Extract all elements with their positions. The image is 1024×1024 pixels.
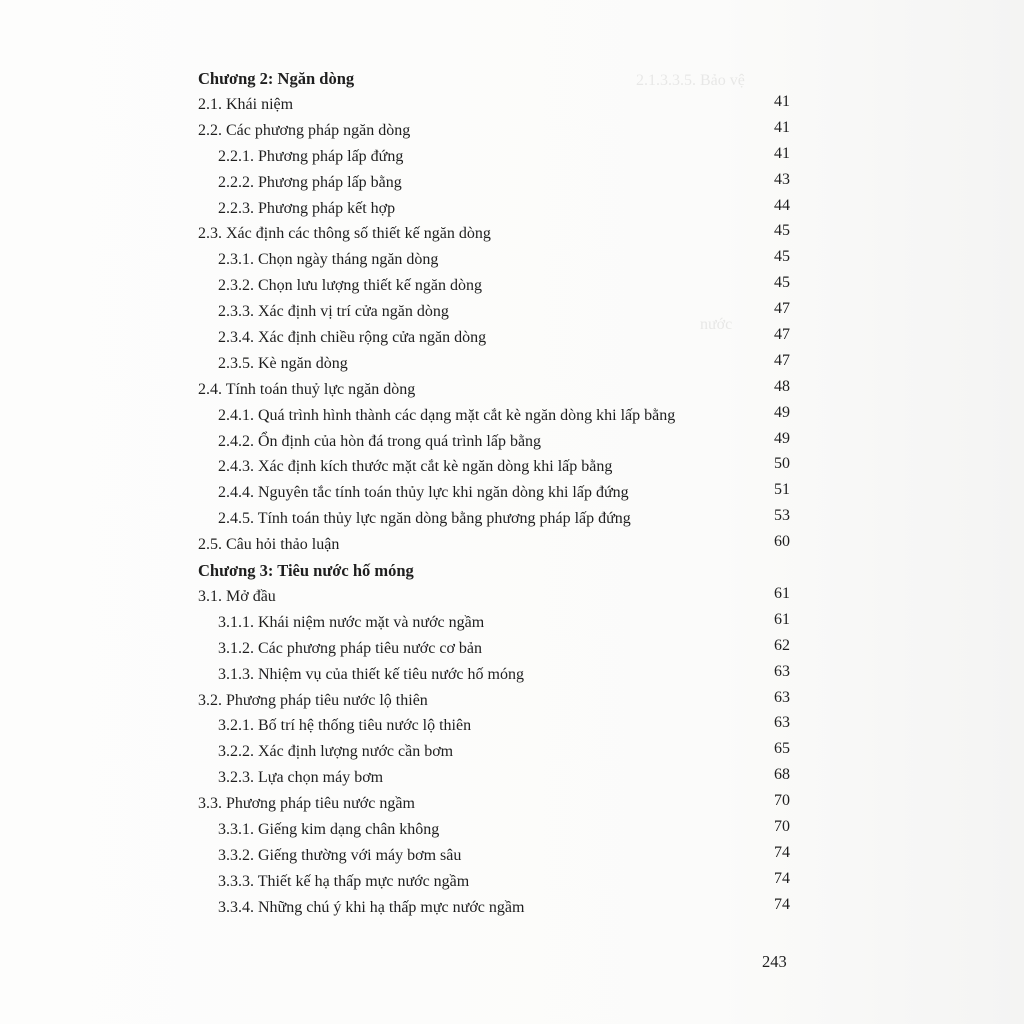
toc-subsection-entry <box>198 299 790 325</box>
entry-page-number: 61 <box>774 585 790 603</box>
entry-page-number: 49 <box>774 429 790 447</box>
entry-page-number: 45 <box>774 248 790 266</box>
entry-title: 2.3. Xác định các thông số thiết kế ngăn dòng <box>198 225 491 243</box>
toc-subsection-entry <box>198 739 790 765</box>
toc-subsection-entry <box>198 843 790 869</box>
toc-subsection-entry <box>198 662 790 688</box>
entry-page-number: 41 <box>774 93 790 110</box>
entry-title: 3.3.4. Những chú ý khi hạ thấp mực nước ngầm <box>218 898 525 916</box>
toc-section-entry <box>198 221 790 247</box>
entry-page-number: 47 <box>774 351 790 369</box>
entry-title: 2.4.4. Nguyên tắc tính toán thủy lực khi ngăn dòng khi lấp đứng <box>218 484 629 502</box>
toc-section-entry <box>198 584 790 610</box>
toc-subsection-entry <box>198 765 790 791</box>
toc-subsection-entry <box>198 869 790 895</box>
toc-section-entry <box>198 532 790 558</box>
entry-title: 3.3.3. Thiết kế hạ thấp mực nước ngầm <box>218 872 470 890</box>
entry-page-number: 63 <box>774 714 790 732</box>
toc-subsection-entry <box>198 480 790 506</box>
entry-title: 2.3.1. Chọn ngày tháng ngăn dòng <box>218 251 439 269</box>
toc-subsection-entry <box>198 506 790 532</box>
toc-subsection-entry <box>198 817 790 843</box>
toc-subsection-entry <box>198 170 790 196</box>
toc-section-entry <box>198 688 790 714</box>
entry-page-number: 41 <box>774 144 790 162</box>
entry-page-number: 70 <box>774 792 790 810</box>
entry-page-number: 74 <box>774 895 790 913</box>
entry-title: 2.3.5. Kè ngăn dòng <box>218 354 348 372</box>
entry-page-number: 41 <box>774 118 790 136</box>
entry-title: 2.2.3. Phương pháp kết hợp <box>218 199 396 217</box>
entry-title: 2.2.2. Phương pháp lấp bằng <box>218 173 402 191</box>
toc-subsection-entry <box>198 713 790 739</box>
entry-title: 3.1. Mở đầu <box>198 588 276 606</box>
entry-page-number: 45 <box>774 274 790 292</box>
toc-section-entry <box>198 377 790 403</box>
entry-title: 2.4.3. Xác định kích thước mặt cắt kè ngăn dòng khi lấp bằng <box>218 458 613 476</box>
entry-title: 2.3.3. Xác định vị trí cửa ngăn dòng <box>218 303 449 321</box>
entry-title: 2.4. Tính toán thuỷ lực ngăn dòng <box>198 380 416 398</box>
entry-title: 2.4.1. Quá trình hình thành các dạng mặt cắt kè ngăn dòng khi lấp bằng <box>218 406 676 424</box>
entry-page-number: 43 <box>774 170 790 188</box>
entry-page-number: 63 <box>774 688 790 706</box>
table-of-contents <box>198 66 790 921</box>
page-number: 243 <box>762 952 787 971</box>
entry-title: 3.3. Phương pháp tiêu nước ngầm <box>198 795 415 813</box>
entry-page-number: 70 <box>774 818 790 836</box>
toc-subsection-entry <box>198 403 790 429</box>
entry-page-number: 51 <box>774 481 790 499</box>
toc-section-entry <box>198 791 790 817</box>
entry-page-number: 48 <box>774 377 790 395</box>
entry-page-number: 44 <box>774 196 790 214</box>
entry-page-number: 68 <box>774 766 790 784</box>
entry-page-number: 63 <box>774 662 790 680</box>
entry-title: 3.2.3. Lựa chọn máy bơm <box>218 769 384 787</box>
entry-page-number: 74 <box>774 843 790 861</box>
entry-page-number: 47 <box>774 300 790 318</box>
toc-subsection-entry <box>198 325 790 351</box>
entry-page-number: 47 <box>774 326 790 344</box>
entry-title: 2.5. Câu hỏi thảo luận <box>198 536 340 554</box>
entry-title: 2.4.5. Tính toán thủy lực ngăn dòng bằng phương pháp lấp đứng <box>218 510 631 528</box>
entry-page-number: 49 <box>774 403 790 421</box>
entry-page-number: 61 <box>774 610 790 628</box>
toc-section-entry <box>198 118 790 144</box>
entry-page-number: 65 <box>774 740 790 758</box>
entry-title: 3.2.2. Xác định lượng nước cần bơm <box>218 743 454 761</box>
toc-subsection-entry <box>198 636 790 662</box>
toc-section-entry <box>198 92 790 118</box>
entry-page-number: 50 <box>774 455 790 473</box>
entry-title: 3.1.1. Khái niệm nước mặt và nước ngầm <box>218 613 485 631</box>
entry-page-number: 60 <box>774 533 790 551</box>
toc-subsection-entry <box>198 144 790 170</box>
toc-subsection-entry <box>198 610 790 636</box>
toc-subsection-entry <box>198 895 790 921</box>
entry-page-number: 74 <box>774 869 790 887</box>
entry-title: 2.4.2. Ổn định của hòn đá trong quá trình lấp bằng <box>218 432 542 450</box>
toc-subsection-entry <box>198 196 790 222</box>
entry-title: 3.1.3. Nhiệm vụ của thiết kế tiêu nước hố móng <box>218 665 524 683</box>
entry-title: 3.3.1. Giếng kim dạng chân không <box>218 821 440 839</box>
bleed-through-text: nước <box>700 316 733 333</box>
toc-subsection-entry <box>198 247 790 273</box>
entry-page-number: 53 <box>774 507 790 525</box>
entry-title: 2.3.4. Xác định chiều rộng cửa ngăn dòng <box>218 329 487 347</box>
entry-title: 2.2.1. Phương pháp lấp đứng <box>218 147 404 165</box>
entry-title: 2.3.2. Chọn lưu lượng thiết kế ngăn dòng <box>218 277 483 295</box>
entry-title: 2.1. Khái niệm <box>198 96 294 113</box>
entry-page-number: 45 <box>774 222 790 240</box>
entry-page-number: 62 <box>774 636 790 654</box>
chapter-heading: Chương 2: Ngăn dòng <box>198 69 355 88</box>
chapter-heading: Chương 3: Tiêu nước hố móng <box>198 561 414 581</box>
entry-title: 3.2.1. Bố trí hệ thống tiêu nước lộ thiên <box>218 717 472 735</box>
toc-subsection-entry <box>198 273 790 299</box>
entry-title: 3.2. Phương pháp tiêu nước lộ thiên <box>198 691 428 709</box>
entry-title: 2.2. Các phương pháp ngăn dòng <box>198 121 411 139</box>
toc-subsection-entry <box>198 454 790 480</box>
entry-title: 3.3.2. Giếng thường với máy bơm sâu <box>218 846 462 864</box>
toc-subsection-entry <box>198 429 790 455</box>
toc-subsection-entry <box>198 351 790 377</box>
bleed-through-text: 2.1.3.3.5. Bảo vệ <box>636 72 745 89</box>
entry-title: 3.1.2. Các phương pháp tiêu nước cơ bản <box>218 639 482 657</box>
